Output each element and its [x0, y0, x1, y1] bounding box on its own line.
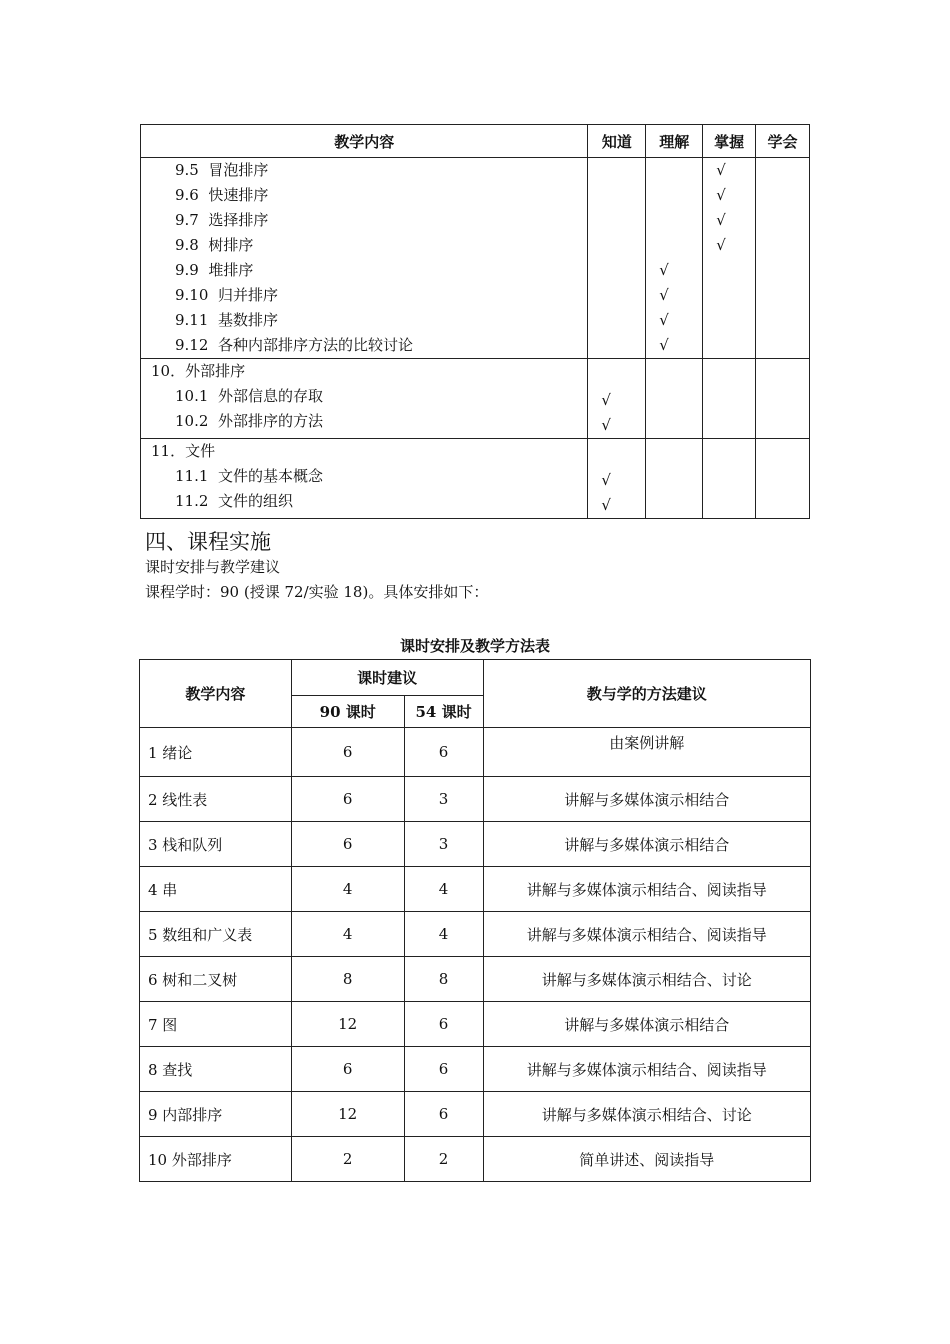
row-method: 讲解与多媒体演示相结合、阅读指导: [483, 1047, 811, 1092]
topic-title: 冒泡排序: [208, 161, 269, 179]
topic-item: [141, 333, 587, 358]
row-hours-90: 4: [291, 912, 404, 957]
schedule-header-row: [140, 660, 811, 696]
topic-item: [141, 464, 587, 489]
header-method: 教与学的方法建议: [483, 660, 811, 728]
topic-title: 基数排序: [217, 311, 278, 329]
objectives-content-cell: [141, 359, 588, 439]
check-mark: √: [601, 391, 611, 409]
row-method: 简单讲述、阅读指导: [483, 1137, 811, 1182]
objectives-section-row: [141, 439, 810, 519]
row-hours-54: 4: [404, 912, 483, 957]
header-54-hours: 54 课时: [404, 696, 483, 728]
row-hours-90: 6: [291, 822, 404, 867]
topic-number: 10.1: [175, 387, 209, 405]
level-cell: [588, 158, 646, 359]
row-hours-54: 6: [404, 1002, 483, 1047]
row-hours-90: 12: [291, 1002, 404, 1047]
chapter-heading: 11．文件: [151, 442, 216, 460]
header-90-hours: 90 课时: [291, 696, 404, 728]
hours-text: 课程学时：90 (授课 72/实验 18)。具体安排如下：: [145, 583, 489, 601]
topic-number: 9.6: [175, 186, 199, 204]
level-cell: [756, 158, 810, 359]
row-content: 2 线性表: [140, 777, 292, 822]
row-hours-54: 3: [404, 777, 483, 822]
objectives-content-cell: [141, 158, 588, 359]
level-cell: [703, 439, 756, 519]
topic-number: 11.1: [175, 467, 209, 485]
objectives-section-row: [141, 158, 810, 359]
objectives-content-cell: [141, 439, 588, 519]
topic-item: [141, 409, 587, 434]
schedule-table: [139, 659, 811, 1182]
schedule-row: [140, 728, 811, 777]
check-mark: √: [659, 336, 669, 354]
row-method: 讲解与多媒体演示相结合、阅读指导: [483, 867, 811, 912]
topic-item: [141, 258, 587, 283]
level-cell: [588, 359, 646, 439]
topic-title: 树排序: [208, 236, 254, 254]
topic-number: 9.12: [175, 336, 209, 354]
header-content: 教学内容: [140, 660, 292, 728]
topic-item: [141, 283, 587, 308]
schedule-row: [140, 1047, 811, 1092]
row-method: 讲解与多媒体演示相结合: [483, 822, 811, 867]
topic-number: 9.8: [175, 236, 199, 254]
check-mark: √: [716, 236, 726, 254]
row-method: 讲解与多媒体演示相结合、阅读指导: [483, 912, 811, 957]
topic-title: 文件的组织: [217, 492, 293, 510]
level-cell: [703, 359, 756, 439]
topic-item: [141, 308, 587, 333]
row-method: 由案例讲解: [483, 728, 811, 777]
schedule-row: [140, 957, 811, 1002]
row-hours-90: 6: [291, 1047, 404, 1092]
check-mark: √: [716, 186, 726, 204]
row-content: 5 数组和广义表: [140, 912, 292, 957]
check-mark: √: [659, 261, 669, 279]
level-cell: [646, 158, 703, 359]
level-cell: [756, 439, 810, 519]
topic-number: 9.11: [175, 311, 209, 329]
row-hours-54: 6: [404, 728, 483, 777]
schedule-row: [140, 1092, 811, 1137]
row-hours-54: 6: [404, 1092, 483, 1137]
level-cell: [703, 158, 756, 359]
row-hours-90: 4: [291, 867, 404, 912]
row-content: 9 内部排序: [140, 1092, 292, 1137]
row-hours-54: 8: [404, 957, 483, 1002]
topic-item: [141, 233, 587, 258]
topic-number: 9.10: [175, 286, 209, 304]
header-content: 教学内容: [141, 125, 588, 158]
topic-item: [141, 158, 587, 183]
topic-title: 各种内部排序方法的比较讨论: [217, 336, 413, 354]
row-method: 讲解与多媒体演示相结合: [483, 777, 811, 822]
schedule-row: [140, 777, 811, 822]
row-hours-90: 12: [291, 1092, 404, 1137]
topic-title: 外部排序的方法: [217, 412, 323, 430]
row-hours-54: 3: [404, 822, 483, 867]
row-method: 讲解与多媒体演示相结合、讨论: [483, 1092, 811, 1137]
header-know: 知道: [588, 125, 646, 158]
schedule-row: [140, 822, 811, 867]
check-mark: √: [716, 211, 726, 229]
section-heading: 四、课程实施: [145, 530, 271, 554]
row-content: 6 树和二叉树: [140, 957, 292, 1002]
schedule-table-title: 课时安排及教学方法表: [399, 637, 550, 655]
topic-item: [141, 384, 587, 409]
row-hours-54: 6: [404, 1047, 483, 1092]
row-method: 讲解与多媒体演示相结合、讨论: [483, 957, 811, 1002]
topic-item: [141, 183, 587, 208]
schedule-row: [140, 1137, 811, 1182]
header-learn: 学会: [756, 125, 810, 158]
level-cell: [646, 359, 703, 439]
check-mark: √: [601, 471, 611, 489]
topic-number: 9.7: [175, 211, 199, 229]
check-mark: √: [716, 161, 726, 179]
level-cell: [756, 359, 810, 439]
row-hours-90: 8: [291, 957, 404, 1002]
row-method: 讲解与多媒体演示相结合: [483, 1002, 811, 1047]
row-hours-90: 6: [291, 728, 404, 777]
row-content: 3 栈和队列: [140, 822, 292, 867]
topic-title: 归并排序: [217, 286, 278, 304]
section-subheading: 课时安排与教学建议: [145, 558, 281, 576]
topic-title: 堆排序: [208, 261, 254, 279]
schedule-row: [140, 912, 811, 957]
header-hours: 课时建议: [291, 660, 483, 696]
topic-number: 10.2: [175, 412, 209, 430]
topic-item: [141, 489, 587, 514]
row-hours-90: 2: [291, 1137, 404, 1182]
row-hours-90: 6: [291, 777, 404, 822]
check-mark: √: [601, 496, 611, 514]
row-content: 4 串: [140, 867, 292, 912]
row-content: 8 查找: [140, 1047, 292, 1092]
row-content: 1 绪论: [140, 728, 292, 777]
row-hours-54: 2: [404, 1137, 483, 1182]
topic-title: 外部信息的存取: [217, 387, 323, 405]
topic-title: 选择排序: [208, 211, 269, 229]
topic-title: 文件的基本概念: [217, 467, 323, 485]
check-mark: √: [659, 311, 669, 329]
row-content: 10 外部排序: [140, 1137, 292, 1182]
topic-title: 快速排序: [208, 186, 269, 204]
objectives-table: [140, 124, 810, 519]
topic-number: 9.9: [175, 261, 199, 279]
schedule-row: [140, 1002, 811, 1047]
topic-number: 9.5: [175, 161, 199, 179]
schedule-row: [140, 867, 811, 912]
chapter-heading: 10．外部排序: [151, 362, 246, 380]
check-mark: √: [659, 286, 669, 304]
header-understand: 理解: [646, 125, 703, 158]
topic-item: [141, 208, 587, 233]
level-cell: [646, 439, 703, 519]
level-cell: [588, 439, 646, 519]
row-content: 7 图: [140, 1002, 292, 1047]
check-mark: √: [601, 416, 611, 434]
header-master: 掌握: [703, 125, 756, 158]
objectives-section-row: [141, 359, 810, 439]
topic-number: 11.2: [175, 492, 209, 510]
objectives-header-row: [141, 125, 810, 158]
row-hours-54: 4: [404, 867, 483, 912]
